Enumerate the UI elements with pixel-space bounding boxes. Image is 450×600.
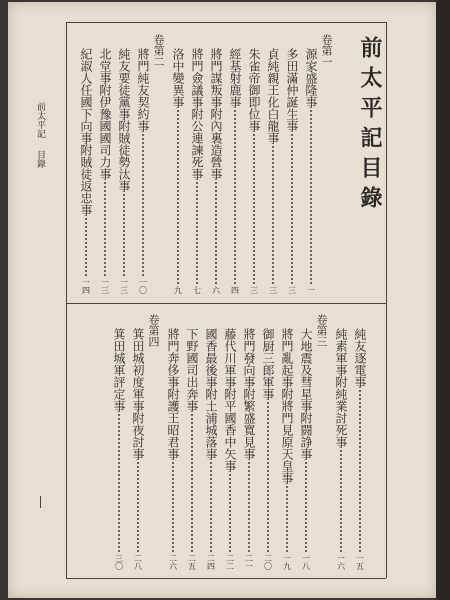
- leader-dots: [267, 402, 269, 552]
- running-sub: 目錄: [35, 150, 45, 168]
- leader-dots: [215, 182, 217, 284]
- leader-dots: [210, 462, 212, 552]
- leader-dots: [234, 110, 236, 284]
- toc-entry[interactable]: [247, 48, 261, 294]
- leader-dots: [286, 486, 288, 552]
- toc-page-number: 二四: [206, 554, 216, 570]
- leader-dots: [191, 414, 193, 552]
- toc-page-number: 一: [306, 286, 316, 294]
- leader-dots: [172, 462, 174, 552]
- toc-page-number: 三: [249, 286, 259, 294]
- toc-entry-title: 大地震及彗星事附闘諍事: [299, 328, 313, 460]
- toc-entry-title: 國香最後事附土浦城落事: [204, 328, 218, 460]
- leader-dots: [310, 110, 312, 284]
- leader-dots: [177, 110, 179, 284]
- toc-entry-title: 將門純友契約事: [136, 48, 150, 132]
- toc-entry[interactable]: [112, 328, 126, 570]
- toc-entry[interactable]: [285, 48, 299, 294]
- toc-page-number: 一三: [100, 278, 110, 294]
- toc-entry[interactable]: [171, 48, 185, 294]
- toc-page-number: 二〇: [263, 554, 273, 570]
- toc-entry-title: 紀淑人任國下向事附賊徒返忠事: [79, 48, 93, 216]
- toc-entry-title: 將門奔侈事附護王昭君事: [166, 328, 180, 460]
- toc-entry-title: 御厨三郎軍事: [261, 328, 275, 400]
- toc-entry-title: 洛中變異事: [171, 48, 185, 108]
- leader-dots: [340, 450, 342, 552]
- toc-entry[interactable]: [98, 48, 112, 294]
- toc-entry-title: 純友要徒黨事附賊徒勢汰事: [117, 48, 131, 192]
- toc-entry[interactable]: [353, 328, 367, 570]
- toc-entry[interactable]: [136, 48, 150, 294]
- toc-entry[interactable]: [204, 328, 218, 570]
- toc-page-number: 一九: [282, 554, 292, 570]
- toc-page-number: 一五: [355, 554, 365, 570]
- toc-entry-title: 將門僉議事附公連諫死事: [190, 48, 204, 180]
- leader-dots: [85, 218, 87, 276]
- toc-entry-title: 北堂事附伊豫國國司力事: [98, 48, 112, 180]
- toc-entry-title: 將門亂起事附將門見原天皇事: [280, 328, 294, 484]
- toc-page-number: 九: [173, 286, 183, 294]
- toc-entry-title: 多田滿仲誕生事: [285, 48, 299, 132]
- toc-entry[interactable]: [299, 328, 313, 570]
- toc-page-number: 一四: [81, 278, 91, 294]
- toc-entry-title: 箕田城軍評定事: [112, 328, 126, 412]
- leader-dots: [142, 134, 144, 276]
- toc-entry[interactable]: [334, 328, 348, 570]
- leader-dots: [253, 134, 255, 284]
- adjacent-page-edge: [436, 0, 450, 600]
- leader-dots: [104, 182, 106, 276]
- toc-page-number: 一六: [336, 554, 346, 570]
- volume-label: 卷第三: [315, 314, 328, 347]
- toc-page-number: 三: [287, 286, 297, 294]
- toc-page-number: 七: [192, 286, 202, 294]
- leader-dots: [137, 462, 139, 552]
- toc-entry-title: 朱雀帝御即位事: [247, 48, 261, 132]
- toc-page-number: 四: [230, 286, 240, 294]
- toc-page-number: 三: [268, 286, 278, 294]
- running-head: 前太平記: [35, 102, 45, 138]
- frame-rule-left: [66, 22, 67, 578]
- leader-dots: [359, 390, 361, 552]
- running-head-tick: [40, 496, 41, 508]
- toc-entry[interactable]: [209, 48, 223, 294]
- toc-entry-title: 將門謀叛事附內裏造營事: [209, 48, 223, 180]
- leader-dots: [123, 194, 125, 276]
- toc-entry[interactable]: [261, 328, 275, 570]
- leader-dots: [229, 474, 231, 552]
- toc-entry-title: 藤代川軍事附平國香中矢事: [223, 328, 237, 472]
- toc-entry-title: 貞純親王化白龍事: [266, 48, 280, 144]
- middle-divider: [66, 303, 386, 304]
- volume-label: 卷第一: [320, 34, 333, 67]
- page-title: 前太平記目錄: [357, 36, 383, 216]
- toc-entry[interactable]: [190, 48, 204, 294]
- toc-entry[interactable]: [131, 328, 145, 570]
- toc-entry[interactable]: [280, 328, 294, 570]
- toc-page-number: 一八: [301, 554, 311, 570]
- toc-entry[interactable]: [266, 48, 280, 294]
- toc-page-number: 一三: [119, 278, 129, 294]
- toc-entry-title: 純素軍事附純業討死事: [334, 328, 348, 448]
- toc-page-number: 六: [211, 286, 221, 294]
- leader-dots: [305, 462, 307, 552]
- toc-entry[interactable]: [223, 328, 237, 570]
- toc-entry-title: 經基射鹿事: [228, 48, 242, 108]
- leader-dots: [291, 134, 293, 284]
- leader-dots: [248, 462, 250, 552]
- toc-page-number: 一〇: [138, 278, 148, 294]
- toc-page-number: 二八: [133, 554, 143, 570]
- frame-rule-bottom: [66, 578, 386, 579]
- toc-entry[interactable]: [185, 328, 199, 570]
- toc-entry[interactable]: [242, 328, 256, 570]
- leader-dots: [118, 414, 120, 552]
- volume-label: 卷第二: [152, 34, 165, 67]
- volume-label: 卷第四: [147, 314, 160, 347]
- toc-entry-title: 下野國司出奔事: [185, 328, 199, 412]
- toc-entry-title: 箕田城初度軍事附夜討事: [131, 328, 145, 460]
- leader-dots: [272, 146, 274, 284]
- toc-page-number: 二六: [168, 554, 178, 570]
- toc-entry[interactable]: [166, 328, 180, 570]
- book-page: [8, 2, 436, 598]
- leader-dots: [196, 182, 198, 284]
- toc-entry-title: 將門發向事附繁盛寬見事: [242, 328, 256, 460]
- toc-page-number: 三〇: [114, 554, 124, 570]
- toc-entry[interactable]: [228, 48, 242, 294]
- toc-page-number: 二二: [225, 554, 235, 570]
- toc-entry[interactable]: [117, 48, 131, 294]
- toc-page-number: 二五: [187, 554, 197, 570]
- toc-entry[interactable]: [79, 48, 93, 294]
- toc-entry[interactable]: [304, 48, 318, 294]
- toc-page-number: 二一: [244, 554, 254, 570]
- frame-rule-right: [386, 22, 387, 578]
- frame-rule-top: [66, 22, 386, 23]
- toc-entry-title: 純友逐電事: [353, 328, 367, 388]
- toc-entry-title: 源家盛隆事: [304, 48, 318, 108]
